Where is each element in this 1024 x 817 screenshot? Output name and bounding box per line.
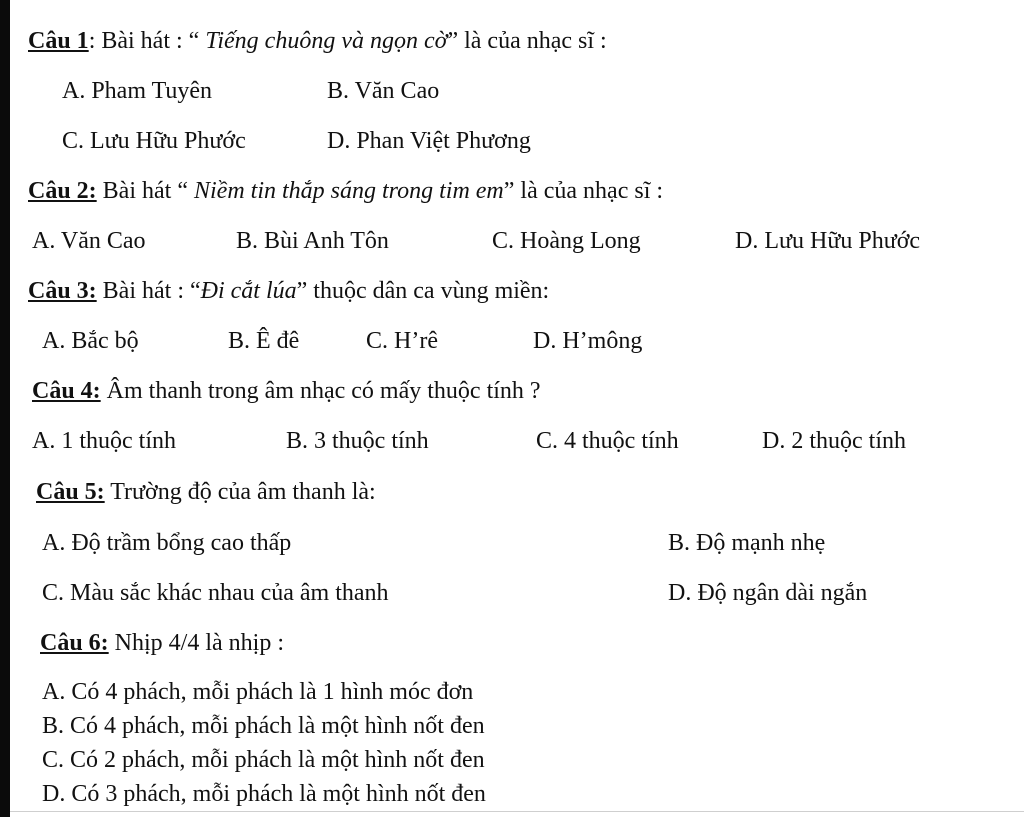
- question-5-label: Câu 5:: [36, 479, 105, 505]
- question-1-option-a: A. Pham Tuyên: [62, 78, 213, 104]
- question-1-prompt: [28, 26, 607, 56]
- question-1-option-c: C. Lưu Hữu Phước: [62, 128, 246, 154]
- question-6-text: Nhịp 4/4 là nhịp :: [108, 630, 284, 656]
- question-3-option-b: B. Ê đê: [228, 328, 300, 354]
- question-2-option-c: C. Hoàng Long: [492, 228, 641, 254]
- question-6-option-c: C. Có 2 phách, mỗi phách là một hình nốt đen: [42, 747, 485, 773]
- question-4-option-d: D. 2 thuộc tính: [762, 428, 906, 454]
- question-4-option-b: B. 3 thuộc tính: [286, 428, 429, 454]
- question-2-prompt: [28, 176, 663, 206]
- question-2-label: Câu 2:: [28, 178, 97, 204]
- question-2-text-pre: Bài hát “: [96, 178, 194, 204]
- question-3-option-d: D. H’mông: [533, 328, 643, 354]
- question-6-label: Câu 6:: [40, 630, 109, 656]
- question-5-option-d: D. Độ ngân dài ngắn: [668, 580, 868, 606]
- question-4-option-a: A. 1 thuộc tính: [32, 428, 176, 454]
- question-2-text-post: ” là của nhạc sĩ :: [503, 178, 664, 204]
- left-dark-edge: [0, 0, 10, 817]
- question-3-option-c: C. H’rê: [366, 328, 438, 354]
- question-1-text-pre: : Bài hát : “: [88, 28, 206, 54]
- page-bottom-border: [10, 811, 1024, 812]
- question-4-label: Câu 4:: [32, 378, 101, 404]
- question-3-label: Câu 3:: [28, 278, 97, 304]
- question-2-option-b: B. Bùi Anh Tôn: [236, 228, 389, 254]
- question-1-song-title: Tiếng chuông và ngọn cờ: [205, 28, 448, 54]
- question-6-option-b: B. Có 4 phách, mỗi phách là một hình nốt đen: [42, 713, 485, 739]
- question-3-prompt: [28, 276, 549, 306]
- question-5-option-c: C. Màu sắc khác nhau của âm thanh: [42, 580, 389, 606]
- question-3-song-title: Đi cắt lúa: [200, 278, 297, 304]
- question-1-option-b: B. Văn Cao: [327, 78, 440, 104]
- question-1-option-d: D. Phan Việt Phương: [327, 128, 531, 154]
- question-3-text-pre: Bài hát : “: [96, 278, 201, 304]
- question-3-text-post: ” thuộc dân ca vùng miền:: [296, 278, 550, 304]
- question-6-prompt: [40, 628, 284, 658]
- question-6-option-a: A. Có 4 phách, mỗi phách là 1 hình móc đơn: [42, 679, 474, 705]
- question-2-song-title: Niềm tin thắp sáng trong tim em: [193, 178, 504, 204]
- question-1-text-post: ” là của nhạc sĩ :: [447, 28, 607, 54]
- question-4-text: Âm thanh trong âm nhạc có mấy thuộc tính ?: [100, 378, 541, 404]
- question-5-text: Trường độ của âm thanh là:: [104, 479, 376, 505]
- question-5-prompt: [36, 477, 376, 507]
- question-4-prompt: [32, 376, 541, 406]
- question-2-option-a: A. Văn Cao: [32, 228, 146, 254]
- question-1-label: Câu 1: [28, 28, 89, 54]
- question-4-option-c: C. 4 thuộc tính: [536, 428, 679, 454]
- question-3-option-a: A. Bắc bộ: [42, 328, 139, 354]
- question-2-option-d: D. Lưu Hữu Phước: [735, 228, 921, 254]
- question-5-option-b: B. Độ mạnh nhẹ: [668, 530, 826, 556]
- question-5-option-a: A. Độ trầm bổng cao thấp: [42, 530, 292, 556]
- question-6-option-d: D. Có 3 phách, mỗi phách là một hình nốt đen: [42, 781, 486, 807]
